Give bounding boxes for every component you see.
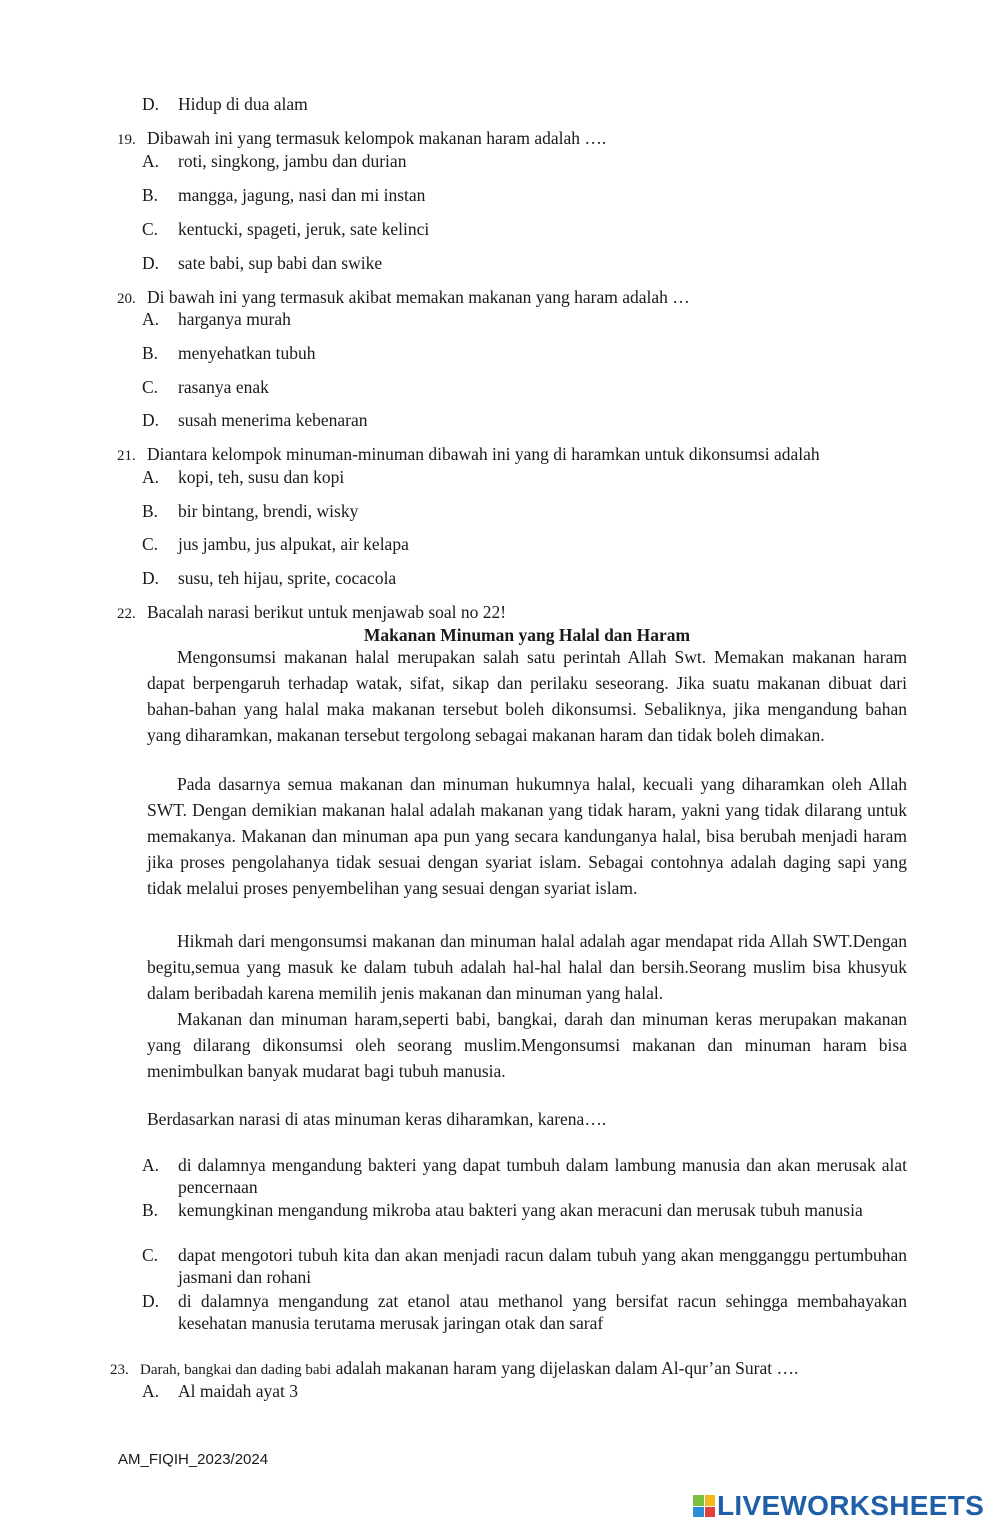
q20-option-c <box>142 376 269 398</box>
q22-option-b <box>142 1199 907 1221</box>
q19-option-a <box>142 150 406 172</box>
q21-option-a <box>142 466 344 488</box>
q21-option-b <box>142 500 358 522</box>
q20-option-a <box>142 308 291 330</box>
option-text: susu, teh hijau, sprite, cocacola <box>178 568 397 588</box>
option-letter: A. <box>142 1155 160 1175</box>
option-text: Hidup di dua alam <box>178 94 308 114</box>
q23-option-a <box>142 1380 298 1402</box>
q19-option-b <box>142 184 425 206</box>
option-text: rasanya enak <box>178 377 269 397</box>
option-text: roti, singkong, jambu dan durian <box>178 151 407 171</box>
option-letter: A. <box>142 467 160 487</box>
option-text: kentucki, spageti, jeruk, sate kelinci <box>178 219 430 239</box>
question-text: Dibawah ini yang termasuk kelompok makanan haram adalah …. <box>147 128 607 148</box>
question-number: 22. <box>117 606 136 622</box>
question-text-small: Darah, bangkai dan dading babi <box>140 1362 332 1378</box>
q22-question-text: Berdasarkan narasi di atas minuman keras diharamkan, karena…. <box>147 1109 607 1129</box>
option-letter: C. <box>142 219 159 239</box>
option-text: bir bintang, brendi, wisky <box>178 501 359 521</box>
q21-option-c <box>142 533 409 555</box>
option-letter: C. <box>142 377 159 397</box>
option-text: jus jambu, jus alpukat, air kelapa <box>178 534 409 554</box>
q21-option-d <box>142 567 396 589</box>
q22-option-c <box>142 1244 907 1288</box>
option-text: kopi, teh, susu dan kopi <box>178 467 345 487</box>
option-text: dapat mengotori tubuh kita dan akan menjadi racun dalam tubuh yang akan mengganggu pertumbuhan jasmani dan rohani <box>178 1245 907 1287</box>
narrative-paragraph-1: Mengonsumsi makanan halal merupakan salah satu perintah Allah Swt. Memakan makanan haram dapat berpengaruh terhadap watak, sifat, sikap dan perilaku seseorang. Jika suatu makanan dibuat dari bahan-bahan yang halal maka makanan tersebut boleh dikonsumsi. Sebaliknya, jika mengandung bahan yang diharamkan, makanan tersebut tergolong sebagai makanan haram dan tidak boleh dimakan. <box>147 647 907 745</box>
option-text: Al maidah ayat 3 <box>178 1381 299 1401</box>
option-text: harganya murah <box>178 309 291 329</box>
option-letter: B. <box>142 343 159 363</box>
option-text: di dalamnya mengandung zat etanol atau methanol yang bersifat racun sehingga membahayakan kesehatan manusia terutama merusak jaringan otak dan saraf <box>178 1291 907 1333</box>
option-letter: D. <box>142 1291 160 1311</box>
option-letter: D. <box>142 253 160 273</box>
q19-option-d <box>142 252 382 274</box>
option-letter: A. <box>142 1381 160 1401</box>
question-23 <box>110 1357 798 1381</box>
option-text: kemungkinan mengandung mikroba atau bakteri yang akan meracuni dan merusak tubuh manusia <box>178 1200 863 1220</box>
question-number: 20. <box>117 291 136 307</box>
question-number: 21. <box>117 448 136 464</box>
q20-option-d <box>142 409 368 431</box>
question-19 <box>117 127 606 151</box>
narrative-paragraph-2: Pada dasarnya semua makanan dan minuman hukumnya halal, kecuali yang diharamkan oleh Allah SWT. Dengan demikian makanan halal adalah makanan yang tidak haram, yakni yang tidak dilarang untuk memakanya. Makanan dan minuman apa pun yang secara kandunganya halal, bisa berubah menjadi haram jika proses pengolahanya tidak sesuai dengan syariat islam. Sebagai contohnya adalah daging sapi yang tidak melalui proses penyembelihan yang sesuai dengan syariat islam. <box>147 774 907 898</box>
narrative-paragraph-3: Hikmah dari mengonsumsi makanan dan minuman halal adalah agar mendapat rida Allah SWT.Dengan begitu,semua yang masuk ke dalam tubuh adalah hal-hal halal dan bersih.Seorang muslim bisa khusyuk dalam beribadah karena memilih jenis makanan dan minuman yang halal. <box>147 931 907 1003</box>
q20-option-b <box>142 342 316 364</box>
question-20 <box>117 286 690 310</box>
footer-code: AM_FIQIH_2023/2024 <box>118 1451 269 1468</box>
question-number: 19. <box>117 132 136 148</box>
option-letter: D. <box>142 94 160 114</box>
question-text: adalah makanan haram yang dijelaskan dalam Al-qur’an Surat …. <box>331 1358 799 1378</box>
question-intro: Bacalah narasi berikut untuk menjawab soal no 22! <box>147 602 507 622</box>
option-text: susah menerima kebenaran <box>178 410 368 430</box>
q22-option-a <box>142 1154 907 1198</box>
option-letter: A. <box>142 151 160 171</box>
option-letter: B. <box>142 1200 159 1220</box>
liveworksheets-logo-icon <box>693 1495 715 1517</box>
question-text: Di bawah ini yang termasuk akibat memakan makanan yang haram adalah … <box>147 287 690 307</box>
option-letter: A. <box>142 309 160 329</box>
option-letter: B. <box>142 501 159 521</box>
question-21 <box>117 443 820 467</box>
option-text: mangga, jagung, nasi dan mi instan <box>178 185 426 205</box>
option-letter: C. <box>142 534 159 554</box>
option-text: di dalamnya mengandung bakteri yang dapat tumbuh dalam lambung manusia dan akan merusak alat pencernaan <box>178 1155 907 1197</box>
q22-option-d <box>142 1290 907 1334</box>
q18-option-d <box>142 93 308 115</box>
question-text: Diantara kelompok minuman-minuman dibawah ini yang di haramkan untuk dikonsumsi adalah <box>147 444 820 464</box>
question-number: 23. <box>110 1362 129 1378</box>
option-letter: C. <box>142 1245 159 1265</box>
option-letter: D. <box>142 410 160 430</box>
option-text: menyehatkan tubuh <box>178 343 316 363</box>
option-text: sate babi, sup babi dan swike <box>178 253 383 273</box>
narrative-paragraph-4: Makanan dan minuman haram,seperti babi, bangkai, darah dan minuman keras merupakan makanan yang dilarang dikonsumsi oleh seorang muslim.Mengonsumsi makanan dan minuman haram bisa menimbulkan banyak mudarat bagi tubuh manusia. <box>147 1009 907 1081</box>
narrative-title: Makanan Minuman yang Halal dan Haram <box>363 625 691 645</box>
liveworksheets-watermark <box>693 1490 984 1522</box>
question-22 <box>117 601 506 625</box>
liveworksheets-wordmark: LIVEWORKSHEETS <box>717 1490 985 1521</box>
option-letter: D. <box>142 568 160 588</box>
option-letter: B. <box>142 185 159 205</box>
q19-option-c <box>142 218 429 240</box>
